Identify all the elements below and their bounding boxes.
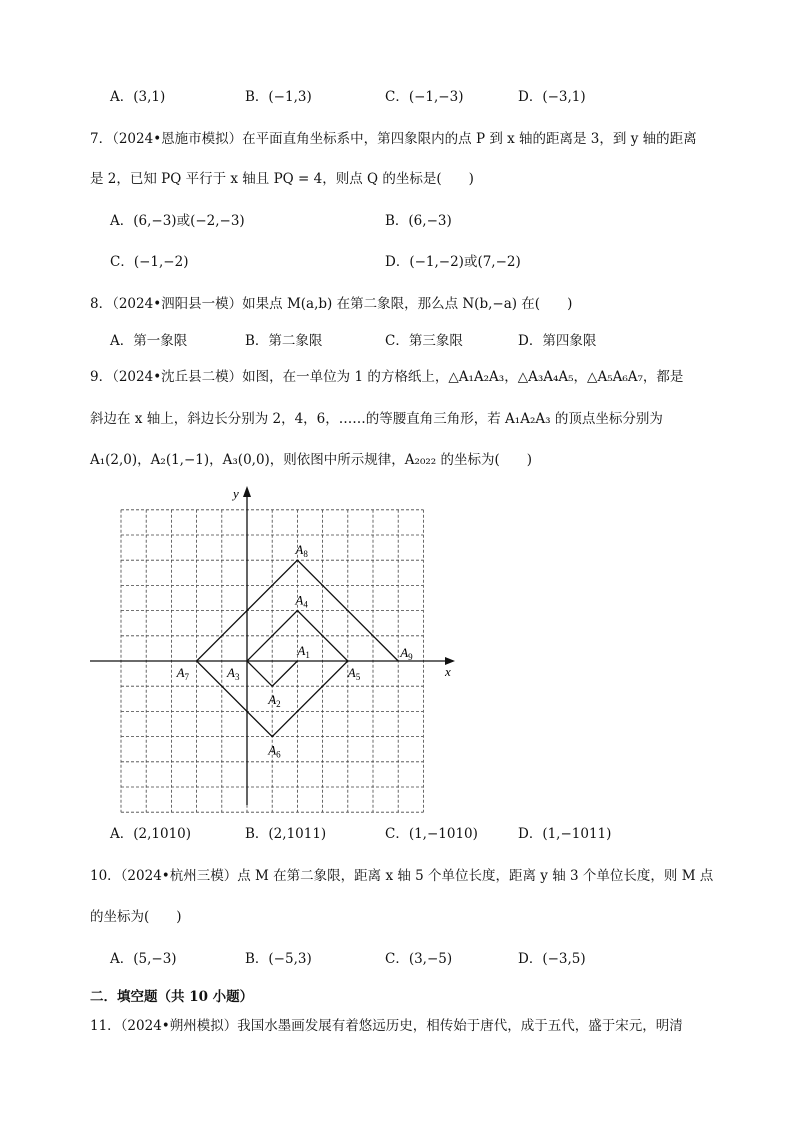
x-axis-label: x <box>445 664 451 679</box>
q9-option-c: C．(1,−1010) <box>385 826 478 842</box>
q7-option-a: A．(6,−3)或(−2,−3) <box>110 213 245 229</box>
q6-option-a: A．(3,1) <box>110 89 166 105</box>
q10-option-a: A．(5,−3) <box>110 951 177 967</box>
point-label-a4: $A_4$ <box>295 592 308 610</box>
q9-text-line3: A₁(2,0)，A₂(1,−1)，A₃(0,0)，则依图中所示规律，A₂₀₂₂ 的坐标为( ) <box>90 452 533 468</box>
y-axis-label: y <box>233 486 239 501</box>
point-label-a7: $A_7$ <box>176 665 190 682</box>
point-label-a2: $A_2$ <box>268 692 281 710</box>
q7-option-b: B．(6,−3) <box>385 213 452 229</box>
q8-option-a: A．第一象限 <box>110 333 188 349</box>
q10-option-b: B．(−5,3) <box>245 951 312 967</box>
q7-option-c: C．(−1,−2) <box>110 254 189 270</box>
q8-option-b: B．第二象限 <box>245 333 323 349</box>
point-label-a1: $A_1$ <box>297 643 310 660</box>
q8-text-line1: 8．（2024•泗阳县一模）如果点 M(a,b) 在第二象限，那么点 N(b,−a) 在( ) <box>90 296 573 312</box>
point-label-a8: $A_8$ <box>295 542 308 560</box>
point-label-a3: $A_3$ <box>227 665 240 682</box>
q10-option-c: C．(3,−5) <box>385 951 453 967</box>
q7-option-d: D．(−1,−2)或(7,−2) <box>385 254 521 270</box>
q7-text-line2: 是 2，已知 PQ 平行于 x 轴且 PQ = 4，则点 Q 的坐标是( ) <box>90 171 474 187</box>
q10-text-line2: 的坐标为( ) <box>90 909 182 925</box>
q6-option-d: D．(−3,1) <box>518 89 586 105</box>
figure-point-labels <box>176 542 414 759</box>
q11-text-line1: 11．（2024•朔州模拟）我国水墨画发展有着悠远历史，相传始于唐代，成于五代，盛于宋元，明清 <box>90 1018 683 1034</box>
q9-option-b: B．(2,1011) <box>245 826 327 842</box>
point-label-a5: $A_5$ <box>347 665 361 682</box>
q9-option-d: D．(1,−1011) <box>518 826 612 842</box>
q6-option-b: B．(−1,3) <box>245 89 312 105</box>
point-label-a9: $A_9$ <box>400 645 413 662</box>
q10-option-d: D．(−3,5) <box>518 951 586 967</box>
q9-text-line2: 斜边在 x 轴上，斜边长分别为 2，4，6，……的等腰直角三角形，若 A₁A₂A₃ 的顶点坐标分别为 <box>90 411 663 427</box>
q8-option-d: D．第四象限 <box>518 333 597 349</box>
q7-text-line1: 7．（2024•恩施市模拟）在平面直角坐标系中，第四象限内的点 P 到 x 轴的距离是 3，到 y 轴的距离 <box>90 131 697 147</box>
q9-coordinate-figure <box>85 480 465 815</box>
q10-text-line1: 10．（2024•杭州三模）点 M 在第二象限，距离 x 轴 5 个单位长度，距离 y 轴 3 个单位长度，则 M 点 <box>90 868 714 884</box>
q6-option-c: C．(−1,−3) <box>385 89 464 105</box>
q8-option-c: C．第三象限 <box>385 333 463 349</box>
q9-text-line1: 9．（2024•沈丘县二模）如图，在一单位为 1 的方格纸上，△A₁A₂A₃，△A₃A₄A₅，△A₅A₆A₇，都是 <box>90 369 684 385</box>
section-title-fill-in: 二．填空题（共 10 小题） <box>90 989 254 1005</box>
q9-option-a: A．(2,1010) <box>110 826 192 842</box>
point-label-a6: $A_6$ <box>268 742 281 760</box>
